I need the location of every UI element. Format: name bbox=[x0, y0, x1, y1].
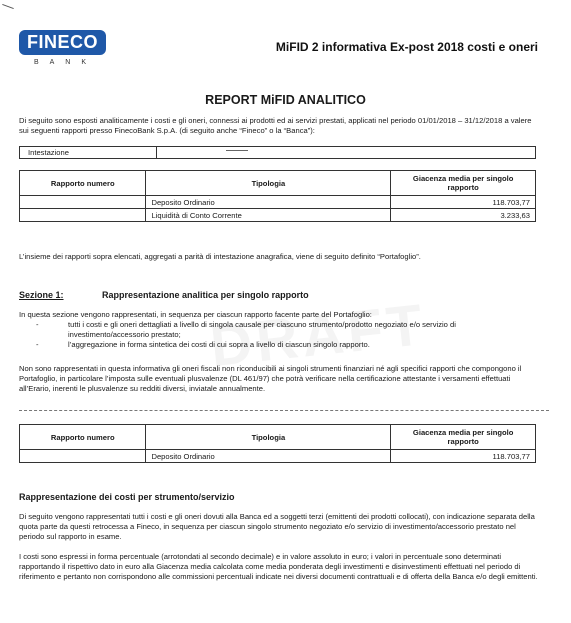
list-item: - tutti i costi e gli oneri dettagliati a livello di singola causale per ciascuno strumento/prodotto negoziato e/o servizio di investimento/accessorio prestato; bbox=[36, 320, 456, 339]
table-row bbox=[20, 209, 536, 222]
cell-tipologia: Deposito Ordinario bbox=[146, 196, 391, 209]
section1-bullets bbox=[36, 320, 536, 350]
cell-giacenza: 118.703,77 bbox=[391, 196, 536, 209]
redacted-mark bbox=[226, 150, 248, 151]
col-tipologia: Tipologia bbox=[146, 425, 391, 450]
col-giacenza: Giacenza media per singolo rapporto bbox=[391, 171, 536, 196]
cell-tipologia: Liquidità di Conto Corrente bbox=[146, 209, 391, 222]
report-title: REPORT MiFID ANALITICO bbox=[205, 93, 366, 107]
section1-title: Rappresentazione analitica per singolo rapporto bbox=[102, 290, 309, 300]
fineco-logo-sub: BANK bbox=[33, 59, 98, 66]
cell-rapporto bbox=[20, 196, 146, 209]
rapporti-table bbox=[19, 170, 536, 222]
cell-tipologia: Deposito Ordinario bbox=[146, 450, 391, 463]
intestazione-label: Intestazione bbox=[20, 147, 157, 158]
table-header-row bbox=[20, 171, 536, 196]
cell-rapporto bbox=[20, 450, 146, 463]
costs-paragraph-1: Di seguito vengono rappresentati tutti i costi e gli oneri dovuti alla Banca ed a soggetti terzi (emittenti dei prodotti collocati), con indicazione separata della quota parte da questi retrocessa a Fineco, in sequenza per ciascun singolo strumento negoziato e/o servizio di investimento/accessorio prestato nel periodo sul rapporto in esame. bbox=[19, 512, 535, 541]
section1-note: Non sono rappresentati in questa informativa gli oneri fiscali non riconducibili ai singoli strumenti finanziari né agli specifici rapporti che compongono il Portafoglio, in particolare l’imposta sulle eventuali plusvalenze (DL 461/97) che potrà verificare nella certificazione attestante i versamenti effettuati all’Erario, inerenti le plusvalenze su redditi diversi, inviatale annualmente. bbox=[19, 364, 522, 393]
list-item: - l’aggregazione in forma sintetica dei costi di cui sopra a livello di ciascun singolo rapporto. bbox=[36, 340, 370, 349]
section1-label: Sezione 1: bbox=[19, 290, 64, 300]
intro-paragraph: Di seguito sono esposti analiticamente i costi e gli oneri, connessi ai prodotti ed ai servizi prestati, applicati nel periodo 01/01/2018 – 31/12/2018 a valere sui seguenti rapporti presso FinecoBank S.p.A. (di seguito anche “Fineco” o la “Banca”): bbox=[19, 116, 532, 135]
col-tipologia: Tipologia bbox=[146, 171, 391, 196]
table-header-row bbox=[20, 425, 536, 450]
section1-heading bbox=[19, 290, 309, 300]
section1-intro: In questa sezione vengono rappresentati, in sequenza per ciascun rapporto facente parte del Portafoglio: bbox=[19, 310, 372, 319]
rapporto-table bbox=[19, 424, 536, 463]
cell-giacenza: 3.233,63 bbox=[391, 209, 536, 222]
costs-section-title: Rappresentazione dei costi per strumento/servizio bbox=[19, 492, 235, 502]
document-header-title: MiFID 2 informativa Ex-post 2018 costi e oneri bbox=[275, 40, 538, 54]
table-row bbox=[20, 450, 536, 463]
dashed-divider bbox=[19, 410, 549, 411]
col-rapporto-numero: Rapporto numero bbox=[20, 171, 146, 196]
costs-paragraph-2: I costi sono espressi in forma percentuale (arrotondati al secondo decimale) e in valore assoluto in euro; i valori in percentuale sono determinati rapportando il rispettivo dato in euro alla Giacenza media calcolata come media ponderata degli investimenti e disinvestimenti effettuati nel periodo di riferimento e pertanto non corrispondono alle commissioni percentuali indicate nei diversi documenti contrattuali e di offerta della Banca e/o degli emittenti. bbox=[19, 552, 538, 581]
cell-rapporto bbox=[20, 209, 146, 222]
portafoglio-paragraph: L’insieme dei rapporti sopra elencati, aggregati a parità di intestazione anagrafica, viene di seguito definito “Portafoglio”. bbox=[19, 252, 421, 261]
col-giacenza: Giacenza media per singolo rapporto bbox=[391, 425, 536, 450]
fineco-logo: FINECO bbox=[19, 30, 106, 55]
intestazione-box bbox=[19, 146, 536, 159]
table-row bbox=[20, 196, 536, 209]
corner-mark bbox=[2, 4, 14, 9]
col-rapporto-numero: Rapporto numero bbox=[20, 425, 146, 450]
cell-giacenza: 118.703,77 bbox=[391, 450, 536, 463]
